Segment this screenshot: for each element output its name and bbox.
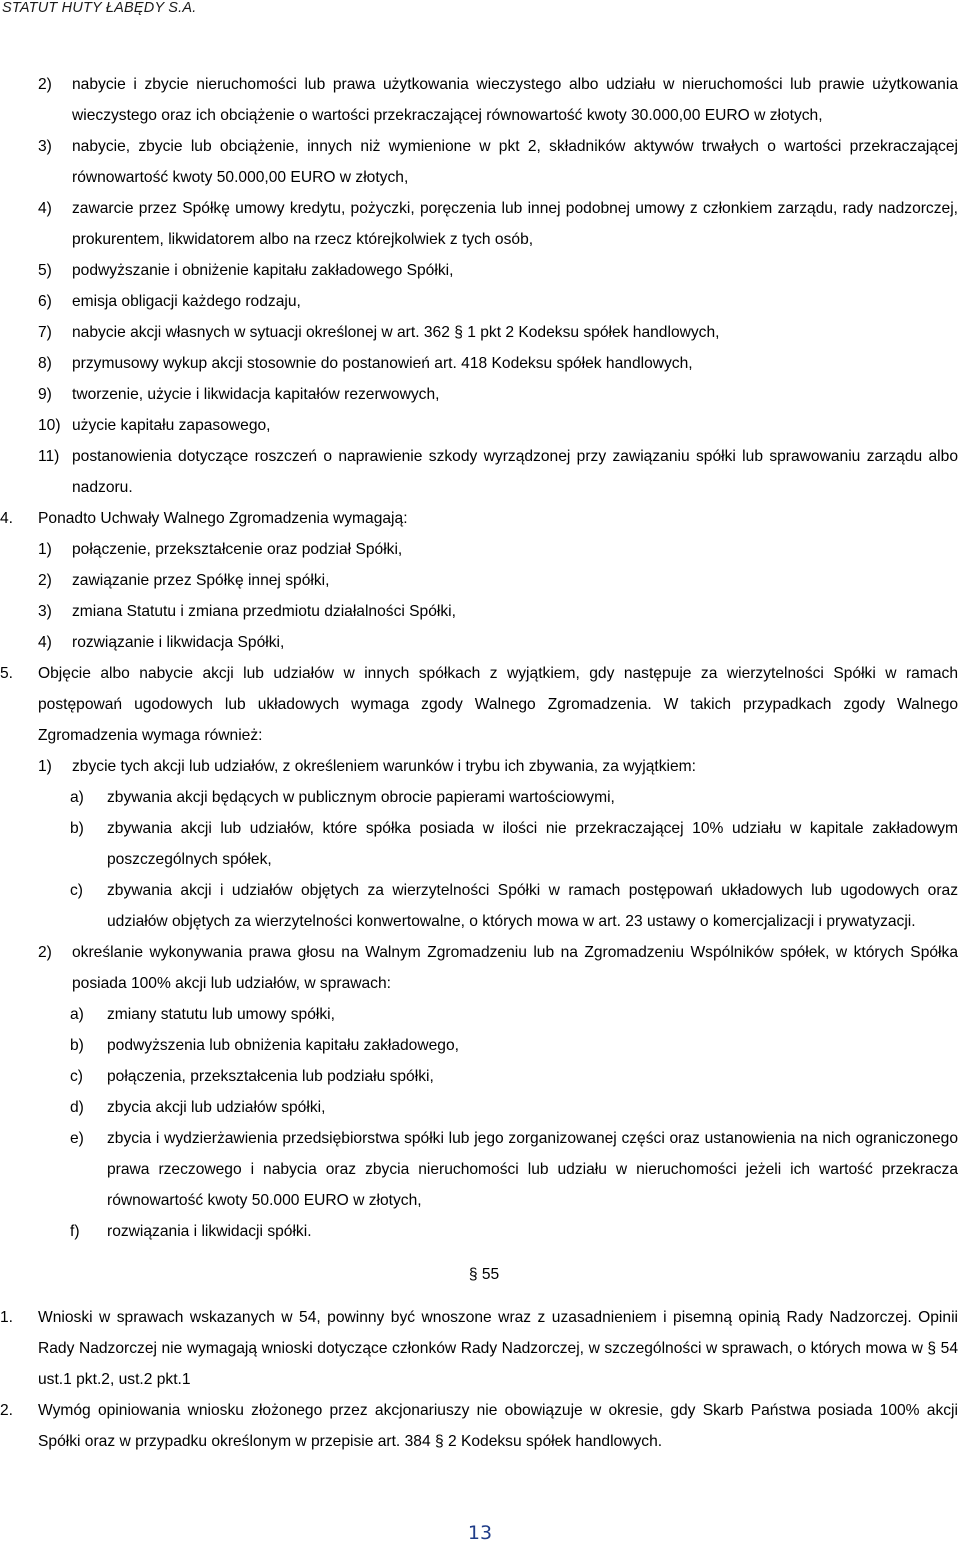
list-item [0, 751, 960, 782]
list-item-number: e) [70, 1130, 84, 1147]
section-heading: § 55 [468, 1266, 500, 1283]
list-item-text: rozwiązanie i likwidacja Spółki, [72, 634, 285, 651]
list-item-text: zbywania akcji będących w publicznym obrocie papierami wartościowymi, [107, 789, 615, 806]
list-item-number: 9) [38, 386, 52, 403]
list-item-text: Objęcie albo nabycie akcji lub udziałów w innych spółkach z wyjątkiem, gdy następuje za wierzytelności Spółki w ramach postępowań ugodowych lub układowych wymaga zgody Walnego Zgromadzenia. W takich przypadkach zgody Walnego Zgromadzenia wymaga również: [38, 665, 958, 744]
list-item [0, 1216, 960, 1247]
list-item-number: 2. [0, 1402, 14, 1419]
list-item [0, 596, 960, 627]
list-item-number: 11) [38, 448, 60, 465]
list-item-text: nabycie i zbycie nieruchomości lub prawa użytkowania wieczystego albo udziału w nieruchomości lub prawie użytkowania wieczystego oraz ich obciążenie o wartości przekraczającej równowartość kwoty 30.000,00 EURO w złotych, [72, 76, 958, 124]
list-item [0, 813, 960, 875]
list-item-text: połączenie, przekształcenie oraz podział Spółki, [72, 541, 403, 558]
list-item-number: b) [70, 1037, 84, 1054]
list-item-text: Ponadto Uchwały Walnego Zgromadzenia wymagają: [38, 510, 408, 527]
list-item-text: podwyższanie i obniżenie kapitału zakładowego Spółki, [72, 262, 454, 279]
list-item-text: zbycia akcji lub udziałów spółki, [107, 1099, 326, 1116]
article-list [0, 69, 960, 1247]
list-item-number: c) [70, 882, 83, 899]
list-item-text: nabycie akcji własnych w sytuacji określonej w art. 362 § 1 pkt 2 Kodeksu spółek handlowych, [72, 324, 720, 341]
list-item [0, 658, 960, 751]
page-number: 13 [467, 1522, 493, 1544]
list-item-number: 8) [38, 355, 52, 372]
list-item-text: rozwiązania i likwidacji spółki. [107, 1223, 312, 1240]
list-item [0, 1061, 960, 1092]
list-item-number: 5. [0, 665, 14, 682]
list-item [0, 937, 960, 999]
list-item [0, 193, 960, 255]
list-item-text: nabycie, zbycie lub obciążenie, innych niż wymienione w pkt 2, składników aktywów trwałych o wartości przekraczającej równowartość kwoty 50.000,00 EURO w złotych, [72, 138, 958, 186]
list-item-number: c) [70, 1068, 83, 1085]
list-item [0, 1395, 960, 1457]
list-item-number: 10) [38, 417, 61, 434]
list-item-number: 1. [0, 1309, 14, 1326]
list-item-number: 4. [0, 510, 14, 527]
list-item-number: 7) [38, 324, 52, 341]
list-item-text: użycie kapitału zapasowego, [72, 417, 271, 434]
document-body [0, 69, 960, 1457]
list-item-text: przymusowy wykup akcji stosownie do postanowień art. 418 Kodeksu spółek handlowych, [72, 355, 693, 372]
list-item-number: 3) [38, 603, 52, 620]
list-item [0, 503, 960, 534]
list-item [0, 255, 960, 286]
list-item [0, 131, 960, 193]
list-item-number: b) [70, 820, 84, 837]
list-item-text: zbywania akcji i udziałów objętych za wierzytelności Spółki w ramach postępowań układowych lub ugodowych oraz udziałów objętych za wierzytelności konwertowalne, o których mowa w art. 23 ustawy o komercjalizacji i prywatyzacji. [107, 882, 958, 930]
list-item [0, 317, 960, 348]
list-item-text: zbywania akcji lub udziałów, które spółka posiada w ilości nie przekraczającej 10% udziału w kapitale zakładowym poszczególnych spółek, [107, 820, 958, 868]
list-item-number: d) [70, 1099, 84, 1116]
list-item [0, 627, 960, 658]
list-item [0, 1092, 960, 1123]
list-item-text: Wymóg opiniowania wniosku złożonego przez akcjonariuszy nie obowiązuje w okresie, gdy Skarb Państwa posiada 100% akcji Spółki oraz w przypadku określonym w przepisie art. 384 § 2 Kodeksu spółek handlowych. [38, 1402, 958, 1450]
list-item [0, 379, 960, 410]
list-item [0, 286, 960, 317]
list-item-text: emisja obligacji każdego rodzaju, [72, 293, 301, 310]
list-item-number: 1) [38, 541, 52, 558]
list-item-number: f) [70, 1223, 80, 1240]
list-item-number: a) [70, 789, 84, 806]
list-item-number: 3) [38, 138, 52, 155]
list-item-number: a) [70, 1006, 84, 1023]
list-item [0, 875, 960, 937]
list-item-number: 2) [38, 572, 52, 589]
list-item-text: zmiana Statutu i zmiana przedmiotu działalności Spółki, [72, 603, 456, 620]
list-item [0, 441, 960, 503]
list-item-text: zmiany statutu lub umowy spółki, [107, 1006, 335, 1023]
list-item [0, 348, 960, 379]
document-header: STATUT HUTY ŁABĘDY S.A. [2, 0, 197, 16]
list-item-number: 5) [38, 262, 52, 279]
section-55-list [0, 1302, 960, 1457]
list-item-text: Wnioski w sprawach wskazanych w 54, powinny być wnoszone wraz z uzasadnieniem i pisemną opinią Rady Nadzorczej. Opinii Rady Nadzorczej nie wymagają wnioski dotyczące członków Rady Nadzorczej, w szczególności w sprawach, o których mowa w § 54 ust.1 pkt.2, ust.2 pkt.1 [38, 1309, 958, 1388]
list-item [0, 1123, 960, 1216]
list-item [0, 410, 960, 441]
list-item [0, 999, 960, 1030]
list-item [0, 534, 960, 565]
list-item-number: 4) [38, 634, 52, 651]
list-item-text: podwyższenia lub obniżenia kapitału zakładowego, [107, 1037, 459, 1054]
list-item [0, 782, 960, 813]
list-item-text: tworzenie, użycie i likwidacja kapitałów rezerwowych, [72, 386, 440, 403]
list-item-number: 2) [38, 76, 52, 93]
list-item-number: 1) [38, 758, 52, 775]
list-item [0, 69, 960, 131]
list-item-text: połączenia, przekształcenia lub podziału spółki, [107, 1068, 434, 1085]
list-item-text: zawarcie przez Spółkę umowy kredytu, pożyczki, poręczenia lub innej podobnej umowy z członkiem zarządu, rady nadzorczej, prokurentem, likwidatorem albo na rzecz którejkolwiek z tych osób, [72, 200, 958, 248]
list-item-text: postanowienia dotyczące roszczeń o naprawienie szkody wyrządzonej przy zawiązaniu spółki lub sprawowaniu zarządu albo nadzoru. [72, 448, 958, 496]
list-item-number: 6) [38, 293, 52, 310]
list-item-text: zbycie tych akcji lub udziałów, z określeniem warunków i trybu ich zbywania, za wyjątkiem: [72, 758, 697, 775]
list-item-text: zawiązanie przez Spółkę innej spółki, [72, 572, 330, 589]
list-item [0, 565, 960, 596]
list-item [0, 1302, 960, 1395]
list-item-text: zbycia i wydzierżawienia przedsiębiorstwa spółki lub jego zorganizowanej części oraz ustanowienia na nich ograniczonego prawa rzeczowego i nabycia oraz zbycia nieruchomości lub udziału w nieruchomości jeżeli ich wartość przekracza równowartość kwoty 50.000 EURO w złotych, [107, 1130, 958, 1209]
list-item [0, 1030, 960, 1061]
list-item-text: określanie wykonywania prawa głosu na Walnym Zgromadzeniu lub na Zgromadzeniu Wspólników spółek, w których Spółka posiada 100% akcji lub udziałów, w sprawach: [72, 944, 958, 992]
list-item-number: 2) [38, 944, 52, 961]
list-item-number: 4) [38, 200, 52, 217]
